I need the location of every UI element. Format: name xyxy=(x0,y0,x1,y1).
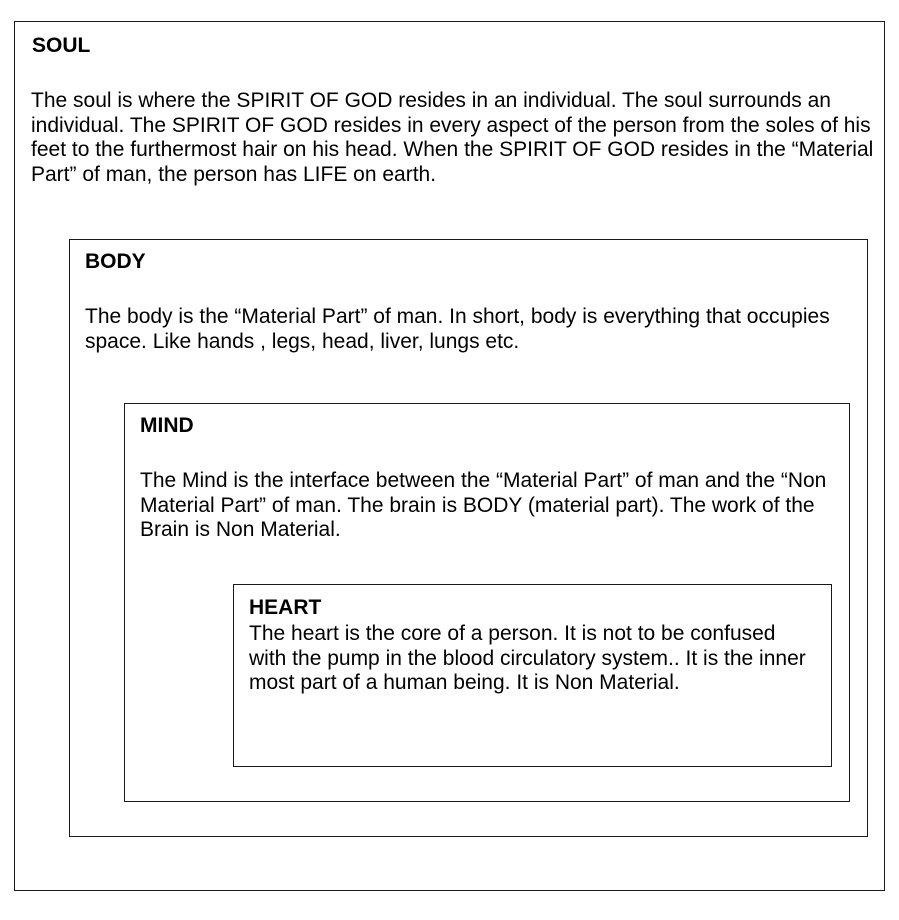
mind-box xyxy=(124,403,850,802)
heart-heading: HEART xyxy=(249,596,322,619)
soul-box xyxy=(14,21,885,891)
body-box xyxy=(69,239,868,837)
mind-heading: MIND xyxy=(140,414,194,437)
soul-description: The soul is where the SPIRIT OF GOD resides in an individual. The soul surrounds an individual. The SPIRIT OF GOD resides in every aspect of the person from the soles of his feet to the furthermost hair on his head. When the SPIRIT OF GOD resides in the “Material Part” of man, the person has LIFE on earth. xyxy=(31,89,874,186)
heart-box xyxy=(233,584,832,767)
soul-heading: SOUL xyxy=(32,34,91,57)
mind-description: The Mind is the interface between the “Material Part” of man and the “Non Material Part” of man. The brain is BODY (material part). The work of the Brain is Non Material. xyxy=(140,469,827,541)
heart-description: The heart is the core of a person. It is not to be confused with the pump in the blood circulatory system.. It is the inner most part of a human being. It is Non Material. xyxy=(249,622,806,694)
body-heading: BODY xyxy=(85,250,146,273)
body-description: The body is the “Material Part” of man. In short, body is everything that occupies space. Like hands , legs, head, liver, lungs etc. xyxy=(85,305,830,353)
